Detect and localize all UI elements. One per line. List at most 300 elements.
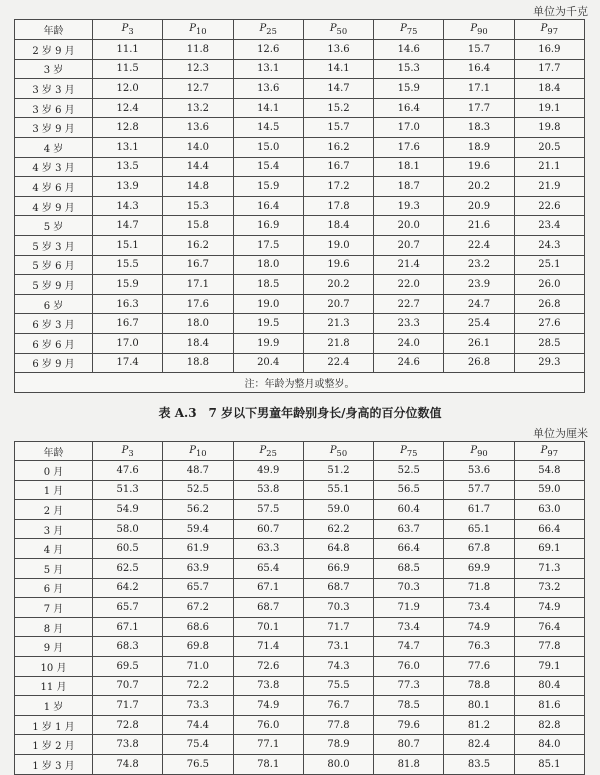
percentile-symbol: P — [189, 23, 196, 34]
age-cell: 4 岁 6 月 — [15, 177, 93, 197]
age-cell: 4 岁 3 月 — [15, 157, 93, 177]
value-cell: 15.9 — [233, 177, 303, 197]
value-cell: 15.5 — [93, 255, 163, 275]
percentile-symbol: P — [259, 444, 267, 456]
value-cell: 20.2 — [444, 177, 514, 197]
value-cell: 70.7 — [93, 676, 163, 696]
value-cell: 19.0 — [233, 294, 303, 314]
table-row — [15, 617, 585, 637]
value-cell: 69.9 — [444, 558, 514, 578]
value-cell: 57.5 — [233, 500, 303, 520]
value-cell: 74.4 — [163, 715, 233, 735]
table-row — [15, 157, 585, 177]
value-cell: 26.0 — [514, 275, 584, 295]
percentile-column-header — [514, 442, 584, 461]
value-cell: 71.7 — [93, 696, 163, 716]
value-cell: 13.6 — [163, 118, 233, 138]
age-cell: 4 月 — [15, 539, 93, 559]
value-cell: 13.1 — [233, 59, 303, 79]
value-cell: 77.6 — [444, 656, 514, 676]
percentile-column-header — [374, 20, 444, 40]
value-cell: 75.5 — [303, 676, 373, 696]
value-cell: 71.4 — [233, 637, 303, 657]
table-row — [15, 118, 585, 138]
value-cell: 15.8 — [163, 216, 233, 236]
percentile-subscript: 3 — [128, 26, 134, 36]
table-row — [15, 500, 585, 520]
value-cell: 22.0 — [374, 275, 444, 295]
value-cell: 26.8 — [514, 294, 584, 314]
value-cell: 17.0 — [374, 118, 444, 138]
value-cell: 73.8 — [93, 735, 163, 755]
value-cell: 75.4 — [163, 735, 233, 755]
value-cell: 18.1 — [374, 157, 444, 177]
value-cell: 27.6 — [514, 314, 584, 334]
percentile-subscript: 25 — [266, 26, 277, 36]
age-cell: 6 岁 — [15, 294, 93, 314]
table-row — [15, 539, 585, 559]
value-cell: 18.0 — [233, 255, 303, 275]
value-cell: 18.4 — [163, 333, 233, 353]
value-cell: 17.6 — [163, 294, 233, 314]
table-row — [15, 353, 585, 373]
value-cell: 15.3 — [374, 59, 444, 79]
value-cell: 83.5 — [444, 754, 514, 774]
table-row — [15, 558, 585, 578]
percentile-column-header — [374, 442, 444, 461]
value-cell: 65.7 — [163, 578, 233, 598]
value-cell: 62.5 — [93, 558, 163, 578]
value-cell: 17.0 — [93, 333, 163, 353]
percentile-column-header — [93, 442, 163, 461]
value-cell: 14.3 — [93, 196, 163, 216]
value-cell: 23.2 — [444, 255, 514, 275]
value-cell: 55.1 — [303, 480, 373, 500]
table-row — [15, 40, 585, 60]
value-cell: 70.3 — [303, 598, 373, 618]
value-cell: 29.3 — [514, 353, 584, 373]
table-row — [15, 754, 585, 774]
value-cell: 78.5 — [374, 696, 444, 716]
value-cell: 71.7 — [303, 617, 373, 637]
value-cell: 16.4 — [374, 98, 444, 118]
table-row — [15, 696, 585, 716]
table-row — [15, 598, 585, 618]
percentile-symbol: P — [121, 23, 129, 34]
value-cell: 64.2 — [93, 578, 163, 598]
value-cell: 19.0 — [303, 235, 373, 255]
percentile-symbol: P — [189, 444, 196, 456]
value-cell: 79.1 — [514, 656, 584, 676]
value-cell: 60.7 — [233, 519, 303, 539]
value-cell: 74.9 — [233, 696, 303, 716]
percentile-subscript: 10 — [195, 26, 207, 36]
value-cell: 12.0 — [93, 79, 163, 99]
value-cell: 78.1 — [233, 754, 303, 774]
value-cell: 18.9 — [444, 137, 514, 157]
value-cell: 13.6 — [233, 79, 303, 99]
value-cell: 80.7 — [374, 735, 444, 755]
value-cell: 26.1 — [444, 333, 514, 353]
value-cell: 16.2 — [163, 235, 233, 255]
value-cell: 62.2 — [303, 519, 373, 539]
age-cell: 6 岁 6 月 — [15, 333, 93, 353]
value-cell: 67.1 — [233, 578, 303, 598]
value-cell: 70.3 — [374, 578, 444, 598]
percentile-subscript: 50 — [336, 26, 348, 36]
value-cell: 13.5 — [93, 157, 163, 177]
table-row — [15, 255, 585, 275]
value-cell: 80.4 — [514, 676, 584, 696]
value-cell: 73.1 — [303, 637, 373, 657]
value-cell: 23.4 — [514, 216, 584, 236]
value-cell: 16.4 — [233, 196, 303, 216]
table-row — [15, 333, 585, 353]
value-cell: 15.4 — [233, 157, 303, 177]
value-cell: 13.9 — [93, 177, 163, 197]
age-cell: 3 岁 9 月 — [15, 118, 93, 138]
value-cell: 71.0 — [163, 656, 233, 676]
value-cell: 77.8 — [514, 637, 584, 657]
value-cell: 12.6 — [233, 40, 303, 60]
height-percentile-table — [14, 441, 585, 775]
percentile-symbol: P — [540, 444, 548, 456]
value-cell: 49.9 — [233, 461, 303, 481]
age-cell: 6 岁 3 月 — [15, 314, 93, 334]
value-cell: 23.3 — [374, 314, 444, 334]
age-cell: 0 月 — [15, 461, 93, 481]
value-cell: 80.0 — [303, 754, 373, 774]
value-cell: 13.2 — [163, 98, 233, 118]
percentile-symbol: P — [259, 23, 267, 34]
value-cell: 19.1 — [514, 98, 584, 118]
age-cell: 9 月 — [15, 637, 93, 657]
table2-header-row — [15, 442, 585, 461]
value-cell: 79.6 — [374, 715, 444, 735]
value-cell: 15.0 — [233, 137, 303, 157]
value-cell: 68.3 — [93, 637, 163, 657]
value-cell: 81.2 — [444, 715, 514, 735]
value-cell: 16.7 — [163, 255, 233, 275]
percentile-subscript: 90 — [477, 26, 488, 36]
value-cell: 21.3 — [303, 314, 373, 334]
value-cell: 61.9 — [163, 539, 233, 559]
age-cell: 2 岁 9 月 — [15, 40, 93, 60]
value-cell: 12.3 — [163, 59, 233, 79]
value-cell: 16.9 — [514, 40, 584, 60]
percentile-symbol: P — [329, 23, 337, 34]
value-cell: 12.8 — [93, 118, 163, 138]
value-cell: 52.5 — [374, 461, 444, 481]
value-cell: 12.7 — [163, 79, 233, 99]
age-cell: 1 岁 1 月 — [15, 715, 93, 735]
value-cell: 66.9 — [303, 558, 373, 578]
value-cell: 66.4 — [374, 539, 444, 559]
value-cell: 61.7 — [444, 500, 514, 520]
age-cell: 3 岁 3 月 — [15, 79, 93, 99]
value-cell: 18.8 — [163, 353, 233, 373]
value-cell: 68.5 — [374, 558, 444, 578]
table-row — [15, 637, 585, 657]
age-column-header: 年龄 — [15, 442, 93, 461]
value-cell: 76.4 — [514, 617, 584, 637]
table-row — [15, 216, 585, 236]
value-cell: 47.6 — [93, 461, 163, 481]
value-cell: 64.8 — [303, 539, 373, 559]
value-cell: 65.4 — [233, 558, 303, 578]
table-row — [15, 59, 585, 79]
percentile-subscript: 25 — [266, 447, 277, 458]
value-cell: 74.9 — [514, 598, 584, 618]
value-cell: 20.0 — [374, 216, 444, 236]
value-cell: 60.5 — [93, 539, 163, 559]
percentile-symbol: P — [400, 444, 407, 456]
value-cell: 73.2 — [514, 578, 584, 598]
value-cell: 22.4 — [444, 235, 514, 255]
table-row — [15, 578, 585, 598]
table-row — [15, 656, 585, 676]
value-cell: 73.4 — [444, 598, 514, 618]
age-cell: 1 岁 — [15, 696, 93, 716]
value-cell: 18.5 — [233, 275, 303, 295]
value-cell: 26.8 — [444, 353, 514, 373]
percentile-column-header — [233, 442, 303, 461]
age-cell: 6 岁 9 月 — [15, 353, 93, 373]
value-cell: 15.7 — [444, 40, 514, 60]
value-cell: 77.8 — [303, 715, 373, 735]
percentile-column-header — [163, 442, 233, 461]
value-cell: 56.2 — [163, 500, 233, 520]
value-cell: 59.0 — [514, 480, 584, 500]
value-cell: 78.9 — [303, 735, 373, 755]
table2-unit: 单位为厘米 — [533, 427, 588, 440]
value-cell: 21.9 — [514, 177, 584, 197]
value-cell: 14.1 — [303, 59, 373, 79]
value-cell: 21.4 — [374, 255, 444, 275]
value-cell: 14.7 — [303, 79, 373, 99]
value-cell: 67.2 — [163, 598, 233, 618]
age-cell: 5 月 — [15, 558, 93, 578]
value-cell: 21.6 — [444, 216, 514, 236]
value-cell: 14.5 — [233, 118, 303, 138]
value-cell: 20.4 — [233, 353, 303, 373]
age-cell: 7 月 — [15, 598, 93, 618]
value-cell: 17.4 — [93, 353, 163, 373]
value-cell: 72.2 — [163, 676, 233, 696]
value-cell: 17.7 — [514, 59, 584, 79]
value-cell: 11.1 — [93, 40, 163, 60]
percentile-column-header — [444, 20, 514, 40]
value-cell: 20.7 — [374, 235, 444, 255]
value-cell: 19.5 — [233, 314, 303, 334]
value-cell: 67.8 — [444, 539, 514, 559]
value-cell: 24.0 — [374, 333, 444, 353]
value-cell: 17.7 — [444, 98, 514, 118]
value-cell: 15.3 — [163, 196, 233, 216]
value-cell: 76.3 — [444, 637, 514, 657]
percentile-subscript: 50 — [336, 447, 348, 458]
table-row — [15, 177, 585, 197]
percentile-subscript: 75 — [406, 447, 418, 458]
value-cell: 71.3 — [514, 558, 584, 578]
value-cell: 19.9 — [233, 333, 303, 353]
table-row — [15, 79, 585, 99]
value-cell: 14.8 — [163, 177, 233, 197]
age-cell: 6 月 — [15, 578, 93, 598]
value-cell: 63.3 — [233, 539, 303, 559]
value-cell: 71.9 — [374, 598, 444, 618]
age-cell: 1 月 — [15, 480, 93, 500]
value-cell: 12.4 — [93, 98, 163, 118]
value-cell: 81.6 — [514, 696, 584, 716]
value-cell: 22.7 — [374, 294, 444, 314]
value-cell: 14.7 — [93, 216, 163, 236]
percentile-subscript: 97 — [547, 26, 559, 36]
percentile-symbol: P — [329, 444, 337, 456]
value-cell: 74.3 — [303, 656, 373, 676]
value-cell: 69.5 — [93, 656, 163, 676]
value-cell: 77.3 — [374, 676, 444, 696]
percentile-symbol: P — [121, 444, 129, 456]
table-row — [15, 676, 585, 696]
table-row — [15, 480, 585, 500]
percentile-symbol: P — [470, 444, 478, 456]
value-cell: 21.8 — [303, 333, 373, 353]
percentile-subscript: 97 — [547, 447, 559, 458]
value-cell: 80.1 — [444, 696, 514, 716]
value-cell: 17.8 — [303, 196, 373, 216]
value-cell: 17.5 — [233, 235, 303, 255]
value-cell: 13.6 — [303, 40, 373, 60]
table-row — [15, 519, 585, 539]
value-cell: 22.6 — [514, 196, 584, 216]
value-cell: 19.6 — [444, 157, 514, 177]
value-cell: 11.5 — [93, 59, 163, 79]
value-cell: 58.0 — [93, 519, 163, 539]
age-cell: 2 月 — [15, 500, 93, 520]
value-cell: 51.2 — [303, 461, 373, 481]
value-cell: 72.8 — [93, 715, 163, 735]
value-cell: 73.8 — [233, 676, 303, 696]
value-cell: 76.0 — [374, 656, 444, 676]
value-cell: 59.4 — [163, 519, 233, 539]
value-cell: 15.2 — [303, 98, 373, 118]
value-cell: 20.7 — [303, 294, 373, 314]
percentile-symbol: P — [470, 23, 478, 34]
value-cell: 57.7 — [444, 480, 514, 500]
percentile-column-header — [163, 20, 233, 40]
age-cell: 8 月 — [15, 617, 93, 637]
value-cell: 19.3 — [374, 196, 444, 216]
age-cell: 4 岁 9 月 — [15, 196, 93, 216]
value-cell: 16.7 — [303, 157, 373, 177]
age-cell: 10 月 — [15, 656, 93, 676]
percentile-subscript: 3 — [128, 447, 134, 458]
value-cell: 68.7 — [233, 598, 303, 618]
value-cell: 17.6 — [374, 137, 444, 157]
value-cell: 23.9 — [444, 275, 514, 295]
value-cell: 17.1 — [444, 79, 514, 99]
percentile-column-header — [93, 20, 163, 40]
age-cell: 3 月 — [15, 519, 93, 539]
age-cell: 3 岁 — [15, 59, 93, 79]
value-cell: 11.8 — [163, 40, 233, 60]
table-note: 注：年龄为整月或整岁。 — [15, 373, 585, 393]
value-cell: 17.2 — [303, 177, 373, 197]
value-cell: 16.2 — [303, 137, 373, 157]
value-cell: 54.8 — [514, 461, 584, 481]
value-cell: 81.8 — [374, 754, 444, 774]
value-cell: 63.9 — [163, 558, 233, 578]
value-cell: 19.6 — [303, 255, 373, 275]
age-cell: 5 岁 — [15, 216, 93, 236]
value-cell: 20.5 — [514, 137, 584, 157]
value-cell: 63.7 — [374, 519, 444, 539]
value-cell: 52.5 — [163, 480, 233, 500]
table-row — [15, 314, 585, 334]
value-cell: 70.1 — [233, 617, 303, 637]
age-cell: 4 岁 — [15, 137, 93, 157]
value-cell: 20.2 — [303, 275, 373, 295]
value-cell: 76.7 — [303, 696, 373, 716]
table-note-row — [15, 373, 585, 393]
value-cell: 21.1 — [514, 157, 584, 177]
value-cell: 18.4 — [303, 216, 373, 236]
value-cell: 14.0 — [163, 137, 233, 157]
percentile-column-header — [233, 20, 303, 40]
value-cell: 24.3 — [514, 235, 584, 255]
value-cell: 16.7 — [93, 314, 163, 334]
percentile-subscript: 10 — [195, 447, 207, 458]
value-cell: 68.7 — [303, 578, 373, 598]
value-cell: 74.8 — [93, 754, 163, 774]
table-row — [15, 735, 585, 755]
value-cell: 18.4 — [514, 79, 584, 99]
value-cell: 25.1 — [514, 255, 584, 275]
value-cell: 16.9 — [233, 216, 303, 236]
table-row — [15, 275, 585, 295]
value-cell: 24.6 — [374, 353, 444, 373]
value-cell: 13.1 — [93, 137, 163, 157]
value-cell: 48.7 — [163, 461, 233, 481]
value-cell: 84.0 — [514, 735, 584, 755]
value-cell: 51.3 — [93, 480, 163, 500]
value-cell: 63.0 — [514, 500, 584, 520]
value-cell: 71.8 — [444, 578, 514, 598]
age-cell: 1 岁 2 月 — [15, 735, 93, 755]
value-cell: 18.0 — [163, 314, 233, 334]
value-cell: 60.4 — [374, 500, 444, 520]
value-cell: 56.5 — [374, 480, 444, 500]
value-cell: 74.7 — [374, 637, 444, 657]
value-cell: 22.4 — [303, 353, 373, 373]
value-cell: 85.1 — [514, 754, 584, 774]
value-cell: 77.1 — [233, 735, 303, 755]
percentile-column-header — [444, 442, 514, 461]
age-cell: 5 岁 3 月 — [15, 235, 93, 255]
age-cell: 5 岁 6 月 — [15, 255, 93, 275]
percentile-symbol: P — [540, 23, 548, 34]
value-cell: 16.3 — [93, 294, 163, 314]
value-cell: 76.0 — [233, 715, 303, 735]
value-cell: 73.4 — [374, 617, 444, 637]
value-cell: 24.7 — [444, 294, 514, 314]
value-cell: 16.4 — [444, 59, 514, 79]
value-cell: 66.4 — [514, 519, 584, 539]
table1-unit: 单位为千克 — [533, 5, 588, 18]
value-cell: 69.8 — [163, 637, 233, 657]
age-cell: 11 月 — [15, 676, 93, 696]
